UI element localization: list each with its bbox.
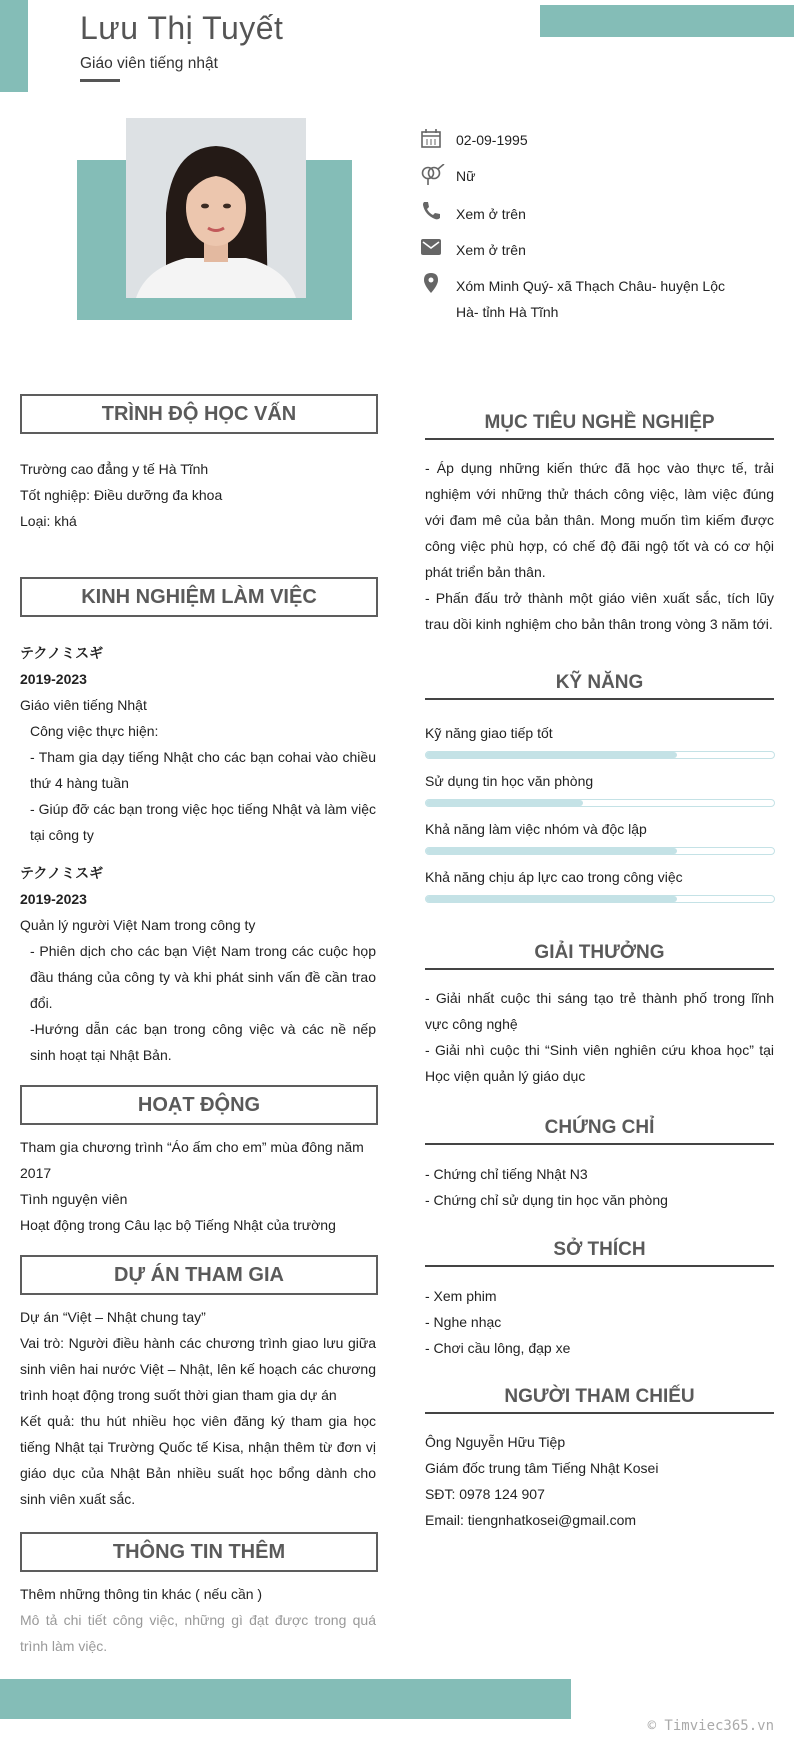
education-heading: TRÌNH ĐỘ HỌC VẤN xyxy=(20,394,378,434)
skills-heading: KỸ NĂNG xyxy=(425,672,774,700)
job-1 xyxy=(20,640,376,848)
skill-4-bar xyxy=(425,895,775,903)
calendar-icon xyxy=(420,128,444,150)
reference-phone: SĐT: 0978 124 907 xyxy=(425,1486,545,1502)
skill-1-fill xyxy=(426,752,677,758)
role-underline xyxy=(80,79,120,82)
skill-4-fill xyxy=(426,896,677,902)
education-school: Trường cao đẳng y tế Hà Tĩnh xyxy=(20,461,209,477)
hobby-2: - Nghe nhạc xyxy=(425,1314,502,1330)
job-1-subhead: Công việc thực hiện: xyxy=(30,723,159,739)
corner-accent-left xyxy=(0,0,28,92)
job-2-line-1: - Phiên dịch cho các bạn Việt Nam trong các cuộc họp đầu tháng của công ty và khi phát sinh vấn đề cần trao đổi. xyxy=(30,943,376,1011)
more-info-line-1: Thêm những thông tin khác ( nếu cần ) xyxy=(20,1586,263,1602)
skill-3-fill xyxy=(426,848,677,854)
reference-name: Ông Nguyễn Hữu Tiệp xyxy=(425,1434,566,1450)
project-result: Kết quả: thu hút nhiều học viên đăng ký tham gia học tiếng Nhật tại Trường Quốc tế Kisa, nhận thêm từ đơn vị giáo dục của Nhật Bản nhiều suất học bổng dành cho sinh viên xuất sắc. xyxy=(20,1413,376,1507)
skill-1-label: Kỹ năng giao tiếp tốt xyxy=(425,725,553,741)
birthdate-text: 02-09-1995 xyxy=(456,132,528,148)
certificate-1: - Chứng chỉ tiếng Nhật N3 xyxy=(425,1166,588,1182)
location-icon xyxy=(420,272,444,294)
candidate-role: Giáo viên tiếng nhật xyxy=(80,55,218,72)
job-2-company: テクノミスギ xyxy=(20,865,104,881)
footer-bar xyxy=(0,1679,571,1719)
job-2-line-2: -Hướng dẫn các bạn trong công việc và các nề nếp sinh hoạt tại Nhật Bản. xyxy=(30,1021,376,1063)
education-block xyxy=(20,456,376,534)
job-1-line-2: - Giúp đỡ các bạn trong việc học tiếng Nhật và làm việc tại công ty xyxy=(30,801,376,843)
job-2 xyxy=(20,860,376,1068)
certificates-block xyxy=(425,1161,774,1213)
more-info-heading: THÔNG TIN THÊM xyxy=(20,1532,378,1572)
projects-heading: DỰ ÁN THAM GIA xyxy=(20,1255,378,1295)
activity-2: Tình nguyện viên xyxy=(20,1191,128,1207)
experience-heading: KINH NGHIỆM LÀM VIỆC xyxy=(20,577,378,617)
award-1: - Giải nhất cuộc thi sáng tạo trẻ thành phố trong lĩnh vực công nghệ xyxy=(425,990,774,1032)
reference-email: Email: tiengnhatkosei@gmail.com xyxy=(425,1512,637,1528)
award-2: - Giải nhì cuộc thi “Sinh viên nghiên cứu khoa học” tại Học viện quản lý giáo dục xyxy=(425,1042,774,1084)
skill-3-label: Khả năng làm việc nhóm và độc lập xyxy=(425,821,647,837)
job-1-company: テクノミスギ xyxy=(20,645,104,661)
certificates-heading: CHỨNG CHỈ xyxy=(425,1117,774,1145)
activities-block xyxy=(20,1134,376,1238)
candidate-name: Lưu Thị Tuyết xyxy=(80,10,284,46)
phone-icon xyxy=(420,200,444,222)
references-block xyxy=(425,1429,774,1533)
hobbies-heading: SỞ THÍCH xyxy=(425,1239,774,1267)
skill-2-fill xyxy=(426,800,583,806)
education-grade: Loại: khá xyxy=(20,513,77,529)
job-2-period: 2019-2023 xyxy=(20,891,87,907)
job-1-line-1: - Tham gia dạy tiếng Nhật cho các bạn cohai vào chiều thứ 4 hàng tuần xyxy=(30,749,376,791)
more-info-line-2: Mô tả chi tiết công việc, những gì đạt được trong quá trình làm việc. xyxy=(20,1612,376,1654)
project-name: Dự án “Việt – Nhật chung tay” xyxy=(20,1309,206,1325)
objective-p1: - Áp dụng những kiến thức đã học vào thực tế, trải nghiệm với những thử thách công việc, làm việc đúng với đam mê của bản thân. Mong muốn tìm kiếm được công việc phù hợp, có chế độ đãi ngộ tốt và có cơ hội phát triển bản thân. xyxy=(425,460,774,580)
skill-2-bar xyxy=(425,799,775,807)
corner-accent-right xyxy=(540,5,794,37)
job-1-period: 2019-2023 xyxy=(20,671,87,687)
awards-block xyxy=(425,985,774,1089)
objective-block xyxy=(425,455,774,637)
skill-3-bar xyxy=(425,847,775,855)
gender-icon xyxy=(420,164,444,186)
objective-heading: MỤC TIÊU NGHỀ NGHIỆP xyxy=(425,412,774,440)
projects-block xyxy=(20,1304,376,1512)
job-2-position: Quản lý người Việt Nam trong công ty xyxy=(20,917,256,933)
skill-2-label: Sử dụng tin học văn phòng xyxy=(425,773,594,789)
gender-text: Nữ xyxy=(456,168,476,184)
activity-1: Tham gia chương trình “Áo ấm cho em” mùa đông năm 2017 xyxy=(20,1139,364,1181)
job-1-position: Giáo viên tiếng Nhật xyxy=(20,697,147,713)
more-info-block xyxy=(20,1581,376,1659)
skill-1-bar xyxy=(425,751,775,759)
address-text: Xóm Minh Quý- xã Thạch Châu- huyện Lộc Hà- tỉnh Hà Tĩnh xyxy=(456,278,725,320)
hobby-1: - Xem phim xyxy=(425,1288,497,1304)
skill-4-label: Khả năng chịu áp lực cao trong công việc xyxy=(425,869,683,885)
education-graduated: Tốt nghiệp: Điều dưỡng đa khoa xyxy=(20,487,223,503)
phone-text: Xem ở trên xyxy=(456,206,526,222)
reference-title: Giám đốc trung tâm Tiếng Nhật Kosei xyxy=(425,1460,659,1476)
objective-p2: - Phấn đấu trở thành một giáo viên xuất sắc, tích lũy trau dồi kinh nghiệm cho bản thân trong vòng 3 năm tới. xyxy=(425,590,774,632)
awards-heading: GIẢI THƯỞNG xyxy=(425,942,774,970)
email-icon xyxy=(420,236,444,258)
activities-heading: HOẠT ĐỘNG xyxy=(20,1085,378,1125)
certificate-2: - Chứng chỉ sử dụng tin học văn phòng xyxy=(425,1192,668,1208)
activity-3: Hoạt động trong Câu lạc bộ Tiếng Nhật của trường xyxy=(20,1217,336,1233)
hobby-3: - Chơi cầu lông, đạp xe xyxy=(425,1340,571,1356)
hobbies-block xyxy=(425,1283,774,1361)
watermark: © Timviec365.vn xyxy=(647,1718,774,1734)
references-heading: NGƯỜI THAM CHIẾU xyxy=(425,1386,774,1414)
email-text: Xem ở trên xyxy=(456,242,526,258)
profile-photo xyxy=(126,118,306,298)
project-role: Vai trò: Người điều hành các chương trình giao lưu giữa sinh viên hai nước Việt – Nhật, lên kế hoạch các chương trình hoạt động trong suốt thời gian tham gia dự án xyxy=(20,1335,376,1403)
